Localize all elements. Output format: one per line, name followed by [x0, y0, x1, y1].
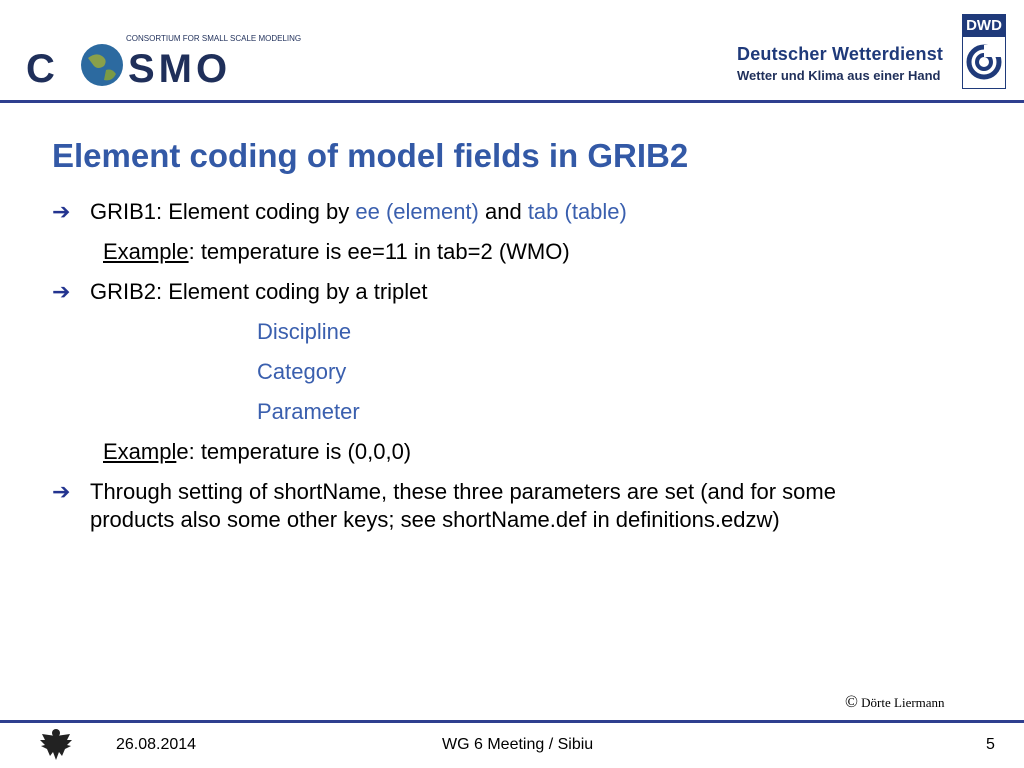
triplet-discipline: Discipline — [257, 319, 352, 344]
cosmo-tagline: CONSORTIUM FOR SMALL SCALE MODELING — [126, 34, 302, 43]
dwd-tagline: Wetter und Klima aus einer Hand — [737, 68, 941, 83]
triplet-category: Category — [257, 359, 347, 384]
federal-eagle-icon — [36, 724, 76, 764]
cosmo-logo — [26, 30, 302, 91]
dwd-wordmark — [737, 44, 943, 83]
example-text: e: temperature is (0,0,0) — [176, 439, 412, 464]
arrow-right-icon: ➔ — [52, 199, 71, 224]
arrow-right-icon: ➔ — [52, 479, 71, 504]
footer-event: WG 6 Meeting / Sibiu — [442, 736, 594, 753]
example-grib2 — [103, 439, 411, 465]
slide-title: Element coding of model fields in GRIB2 — [52, 137, 689, 174]
header-divider — [0, 100, 1024, 103]
example-label: Exampl — [103, 439, 177, 464]
triplet-parameter: Parameter — [257, 399, 360, 424]
ee-term: ee (element) — [355, 199, 479, 224]
example-grib1 — [103, 239, 570, 265]
bullet-grib1 — [90, 199, 627, 225]
bullet-shortname-line2: products also some other keys; see shortName.def in definitions.edzw) — [90, 507, 780, 532]
copyright-note — [845, 692, 945, 712]
dwd-swirl-icon — [963, 37, 1005, 87]
footer-divider — [0, 720, 1024, 723]
dwd-badge-text: DWD — [963, 15, 1005, 37]
bullet-shortname-line1: Through setting of shortName, these three parameters are set (and for some — [90, 479, 836, 504]
bullet-grib2: GRIB2: Element coding by a triplet — [90, 279, 428, 304]
dwd-logo — [962, 14, 1006, 89]
arrow-right-icon: ➔ — [52, 279, 71, 304]
bullet-grib1-text: GRIB1: Element coding by — [90, 199, 356, 224]
example-text: : temperature is ee=11 in tab=2 (WMO) — [188, 239, 570, 264]
example-label: Example — [103, 239, 189, 264]
tab-term: tab (table) — [527, 199, 627, 224]
copyright-name: Dörte Liermann — [861, 695, 945, 710]
dwd-name: Deutscher Wetterdienst — [737, 44, 944, 64]
footer-date: 26.08.2014 — [116, 736, 197, 753]
cosmo-globe-icon — [81, 44, 123, 86]
svg-text:SMO: SMO — [128, 47, 232, 91]
svg-text:C: C — [26, 47, 61, 91]
page-number: 5 — [986, 736, 995, 753]
copyright-symbol: © — [845, 692, 858, 711]
and-word: and — [478, 199, 528, 224]
